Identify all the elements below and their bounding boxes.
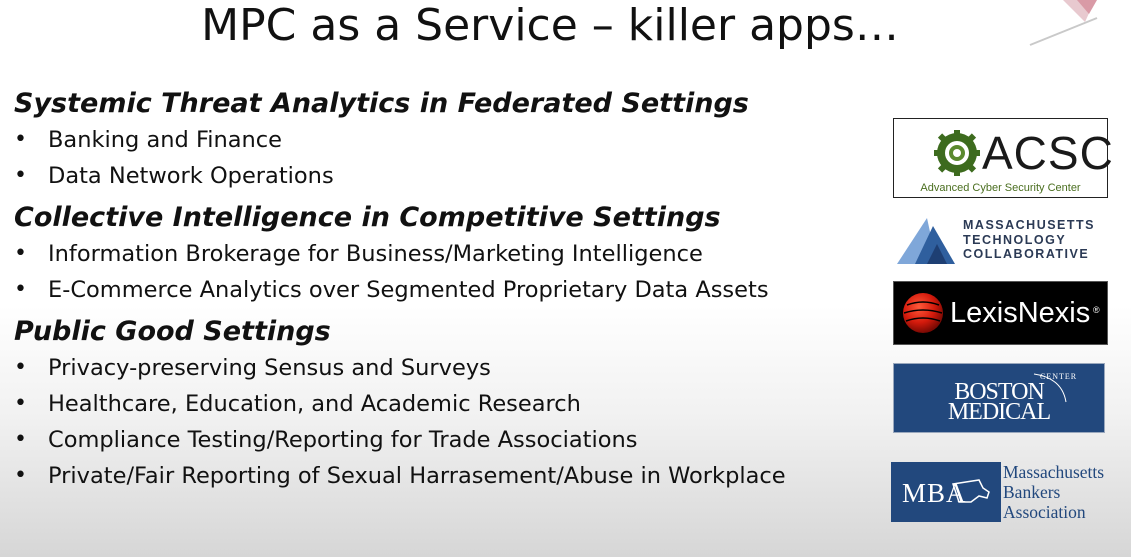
bullet-icon: • — [14, 427, 27, 452]
section-public-good — [14, 314, 884, 494]
bullet-list — [14, 350, 884, 494]
mba-line: Association — [1003, 502, 1086, 522]
corner-decoration-icon — [1025, 0, 1131, 50]
section-heading: Public Good Settings — [14, 316, 331, 347]
acsc-gear-icon — [934, 130, 980, 176]
bullet-icon: • — [14, 391, 27, 416]
acsc-name: ACSC — [982, 127, 1114, 179]
bullet-icon: • — [14, 355, 27, 380]
bullet-icon: • — [14, 463, 27, 488]
section-systemic-threat — [14, 86, 884, 194]
list-item — [14, 458, 884, 494]
mtc-name — [963, 218, 1095, 262]
mtc-logo — [893, 214, 1108, 266]
bullet-list — [14, 236, 884, 308]
list-item — [14, 386, 884, 422]
list-item-text: E-Commerce Analytics over Segmented Proprietary Data Assets — [48, 277, 769, 303]
list-item-text: Data Network Operations — [48, 163, 334, 189]
red-sphere-icon — [901, 291, 945, 335]
section-heading: Collective Intelligence in Competitive Settings — [14, 202, 721, 233]
list-item — [14, 350, 884, 386]
mtc-line: MASSACHUSETTS — [963, 218, 1096, 232]
boston-medical-center-label: CENTER — [1040, 372, 1078, 381]
registered-mark: ® — [1093, 305, 1100, 315]
lexisnexis-logo — [893, 281, 1108, 345]
boston-medical-logo — [893, 363, 1105, 433]
slide-content — [14, 86, 884, 500]
bullet-icon: • — [14, 241, 27, 266]
lexisnexis-name: LexisNexis — [950, 297, 1091, 329]
boston-medical-line1: BOSTON — [954, 379, 1044, 405]
slide-title: MPC as a Service – killer apps… — [201, 0, 899, 51]
list-item — [14, 122, 884, 158]
acsc-subtitle: Advanced Cyber Security Center — [920, 182, 1081, 194]
list-item-text: Information Brokerage for Business/Marketing Intelligence — [48, 241, 703, 267]
list-item — [14, 272, 884, 308]
bullet-icon: • — [14, 163, 27, 188]
mba-logo — [891, 462, 1113, 524]
section-collective-intelligence — [14, 200, 884, 308]
acsc-logo — [893, 118, 1114, 198]
bullet-icon: • — [14, 127, 27, 152]
list-item-text: Private/Fair Reporting of Sexual Harrasement/Abuse in Workplace — [48, 463, 786, 489]
mba-name — [1003, 462, 1104, 522]
mtc-line: TECHNOLOGY — [963, 232, 1067, 247]
triangle-peaks-icon — [893, 214, 961, 266]
mba-line: Massachusetts — [1003, 462, 1105, 482]
massachusetts-map-icon — [891, 462, 1001, 522]
list-item — [14, 422, 884, 458]
mba-abbr: MBA — [902, 478, 967, 508]
section-heading: Systemic Threat Analytics in Federated Settings — [14, 88, 749, 119]
bullet-list — [14, 122, 884, 194]
list-item — [14, 236, 884, 272]
bullet-icon: • — [14, 277, 27, 302]
list-item-text: Compliance Testing/Reporting for Trade Associations — [48, 427, 638, 453]
boston-medical-line2: MEDICAL — [947, 399, 1051, 425]
mba-box — [891, 462, 1001, 522]
mtc-line: COLLABORATIVE — [963, 247, 1090, 261]
list-item-text: Banking and Finance — [48, 127, 283, 153]
list-item-text: Privacy-preserving Sensus and Surveys — [48, 355, 491, 381]
list-item-text: Healthcare, Education, and Academic Research — [48, 391, 581, 417]
mba-line: Bankers — [1003, 482, 1061, 502]
list-item — [14, 158, 884, 194]
